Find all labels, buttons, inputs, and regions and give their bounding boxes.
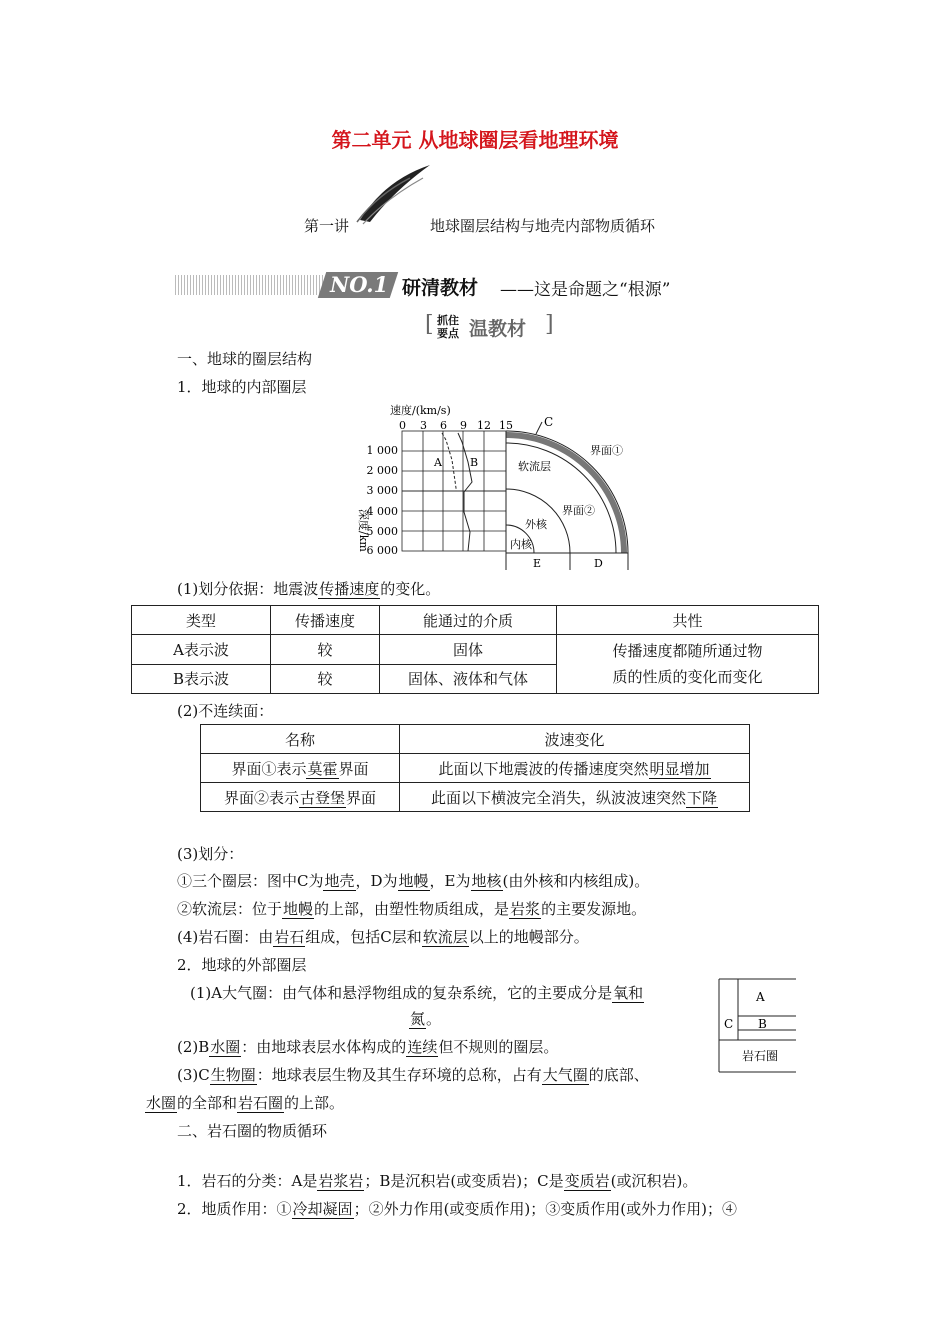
svg-text:12: 12: [477, 419, 491, 432]
wave-a-label: A: [434, 456, 442, 469]
svg-text:9: 9: [460, 419, 467, 432]
badge-small-1: 抓住: [437, 314, 459, 327]
biosphere-line-2: 水圈的全部和岩石圈的上部。: [146, 1094, 345, 1112]
svg-text:B: B: [758, 1017, 767, 1031]
badge-small-2: 要点: [437, 327, 459, 340]
label-inner-core: 内核: [510, 538, 532, 551]
svg-text:C: C: [724, 1017, 734, 1031]
label-interface-2: 界面②: [562, 504, 595, 517]
lithosphere-line: (4)岩石圈：由岩石组成，包括C层和软流层以上的地幔部分。: [177, 928, 589, 946]
speed-axis-label: 速度/(km/s): [390, 404, 451, 417]
section-1-1-heading: 1．地球的内部圈层: [177, 378, 307, 396]
discontinuity-table: 名称 波速变化 界面①表示莫霍界面 此面以下地震波的传播速度突然明显增加 界面②表示古登堡界面 此面以下横波完全消失，纵波波速突然下降: [200, 724, 750, 812]
hydrosphere-line: (2)B水圈：由地球表层水体构成的连续但不规则的圈层。: [177, 1038, 559, 1056]
lecture-number: 第一讲: [304, 217, 350, 235]
section-1-2-heading: 2．地球的外部圈层: [177, 956, 307, 974]
svg-text:A: A: [756, 990, 765, 1004]
wave-table: 类型 传播速度 能通过的介质 共性 A表示波 较 固体 传播速度都随所通过物 质的性质的变化而变化 B表示波 较 固体、液体和气体: [131, 605, 819, 694]
lecture-title: 地球圈层结构与地壳内部物质循环: [430, 217, 656, 235]
label-c: C: [544, 415, 554, 429]
rock-classification-line: 1．岩石的分类：A是岩浆岩；B是沉积岩(或变质岩)；C是变质岩(或沉积岩)。: [177, 1172, 698, 1190]
wave-b-label: B: [470, 456, 479, 469]
speed-ticks: [399, 419, 513, 432]
depth-ticks: [367, 444, 399, 557]
banner-sub: ——这是命题之“根源”: [500, 280, 671, 300]
svg-text:3: 3: [420, 419, 427, 432]
layers-line: ①三个圈层：图中C为地壳，D为地幔，E为地核(由外核和内核组成)。: [177, 872, 650, 890]
earth-interior-figure: [350, 402, 640, 574]
label-d: D: [594, 557, 603, 570]
asthenosphere-line: ②软流层：位于地幔的上部，由塑性物质组成，是岩浆的主要发源地。: [177, 900, 647, 918]
label-interface-1: 界面①: [590, 444, 623, 457]
svg-text:0: 0: [399, 419, 406, 432]
svg-text:3 000: 3 000: [366, 484, 398, 497]
svg-text:5 000: 5 000: [366, 525, 398, 538]
p2: (2)不连续面：: [177, 702, 274, 720]
unit-title: 第二单元 从地球圈层看地理环境: [331, 128, 619, 152]
p3: (3)划分：: [177, 845, 244, 863]
geological-process-line: 2．地质作用：①冷却凝固；②外力作用(或变质作用)；③变质作用(或外力作用)；④: [177, 1200, 737, 1218]
banner-no: NO.1: [330, 272, 389, 297]
banner-main: 研清教材: [402, 277, 479, 299]
label-outer-core: 外核: [525, 518, 547, 531]
svg-text:15: 15: [499, 419, 513, 432]
svg-text:6 000: 6 000: [366, 544, 398, 557]
section-2-heading: 二、岩石圈的物质循环: [177, 1122, 328, 1140]
svg-text:6: 6: [440, 419, 447, 432]
svg-text:2 000: 2 000: [366, 464, 398, 477]
label-asthenosphere: 软流层: [518, 460, 551, 473]
spheres-diagram: [718, 978, 798, 1074]
p1: (1)划分依据：地震波传播速度的变化。: [177, 580, 441, 598]
badge-big: 温教材: [469, 318, 527, 340]
section-1-heading: 一、地球的圈层结构: [177, 350, 313, 368]
svg-text:4 000: 4 000: [366, 505, 398, 518]
svg-text:岩石圈: 岩石圈: [742, 1049, 779, 1063]
svg-text:1 000: 1 000: [366, 444, 398, 457]
badge: [ 抓住 要点 温教材 ]: [425, 312, 554, 340]
atmosphere-line: (1)A大气圈：由气体和悬浮物组成的复杂系统，它的主要成分是氧和: [190, 984, 644, 1002]
biosphere-line: (3)C生物圈：地球表层生物及其生存环境的总称，占有大气圈的底部、: [177, 1066, 649, 1084]
label-e: E: [533, 557, 542, 570]
atmosphere-line-2: 氮。: [410, 1010, 442, 1028]
depth-axis-label: 深度/km: [357, 509, 370, 552]
swoosh-decoration: [355, 160, 435, 230]
banner-dots: [175, 275, 323, 295]
